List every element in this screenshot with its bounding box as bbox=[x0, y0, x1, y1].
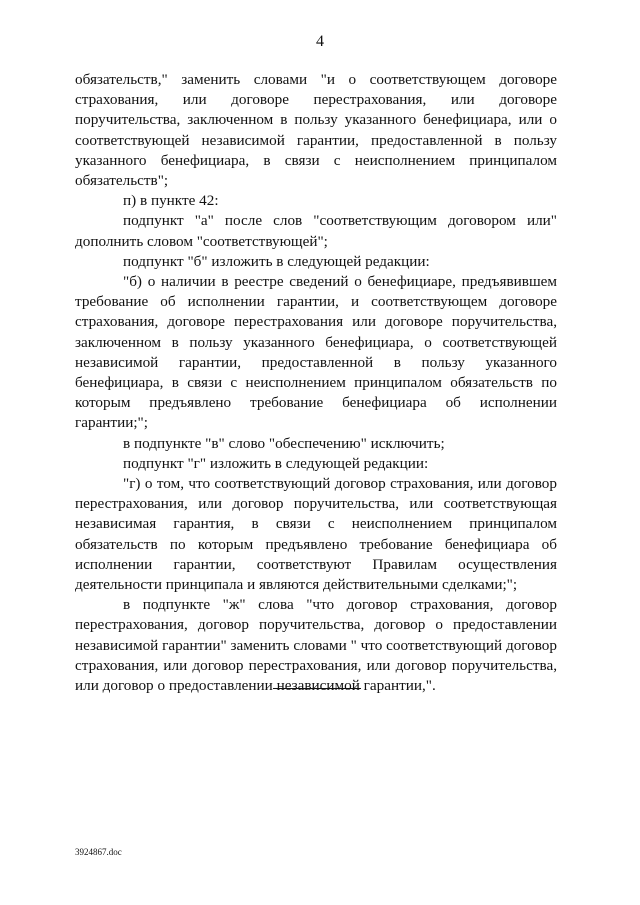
end-divider bbox=[273, 688, 361, 689]
paragraph-item-p: п) в пункте 42: bbox=[123, 192, 219, 210]
page-number: 4 bbox=[316, 33, 324, 50]
paragraph-subitem-a: подпункт "а" после слов "соответствующим договором или" дополнить словом "соответствующей"; bbox=[75, 212, 557, 250]
file-name: 3924867.doc bbox=[75, 847, 122, 857]
paragraph-subitem-zh: в подпункте "ж" слова "что договор страхования, договор перестрахования, договор поручительства, договор о предоставлении независимой гарантии" заменить словами " что соответствующий договор страхования, или договор перестрахования, или договор поручительства, или договор о предоставлении независимой гарантии,". bbox=[75, 596, 557, 695]
paragraph-subitem-g-intro: подпункт "г" изложить в следующей редакции: bbox=[123, 454, 429, 472]
paragraph-subitem-b-intro: подпункт "б" изложить в следующей редакции: bbox=[123, 252, 430, 270]
paragraph-subitem-v: в подпункте "в" слово "обеспечению" исключить; bbox=[123, 434, 445, 452]
paragraph-subitem-b-text: "б) о наличии в реестре сведений о бенефициаре, предъявившем требование об исполнении гарантии, и соответствующем договоре страхования, договоре перестрахования или договоре поручительства, заключенном в пользу указанного бенефициара, о соответствующей независимой гарантии, предоставленной в пользу указанного бенефициара, в связи с неисполнением принципалом обязательств по которым предъявлено требование бенефициара об исполнении гарантии;"; bbox=[75, 273, 557, 432]
document-body bbox=[75, 70, 557, 696]
paragraph-continuation: обязательств," заменить словами "и о соответствующем договоре страхования, или договоре перестрахования, или договоре поручительства, заключенном в пользу указанного бенефициара, или о соответствующей независимой гарантии, предоставленной в пользу указанного бенефициара, в связи с неисполнением принципалом обязательств"; bbox=[75, 71, 557, 190]
paragraph-subitem-g-text: "г) о том, что соответствующий договор страхования, или договор перестрахования, или договор поручительства, или соответствующая независимая гарантия, в связи с неисполнением принципалом обязательств по которым предъявлено требование бенефициара об исполнении гарантии, соответствуют Правилам осуществления деятельности принципала и являются действительными сделками;"; bbox=[75, 475, 557, 594]
